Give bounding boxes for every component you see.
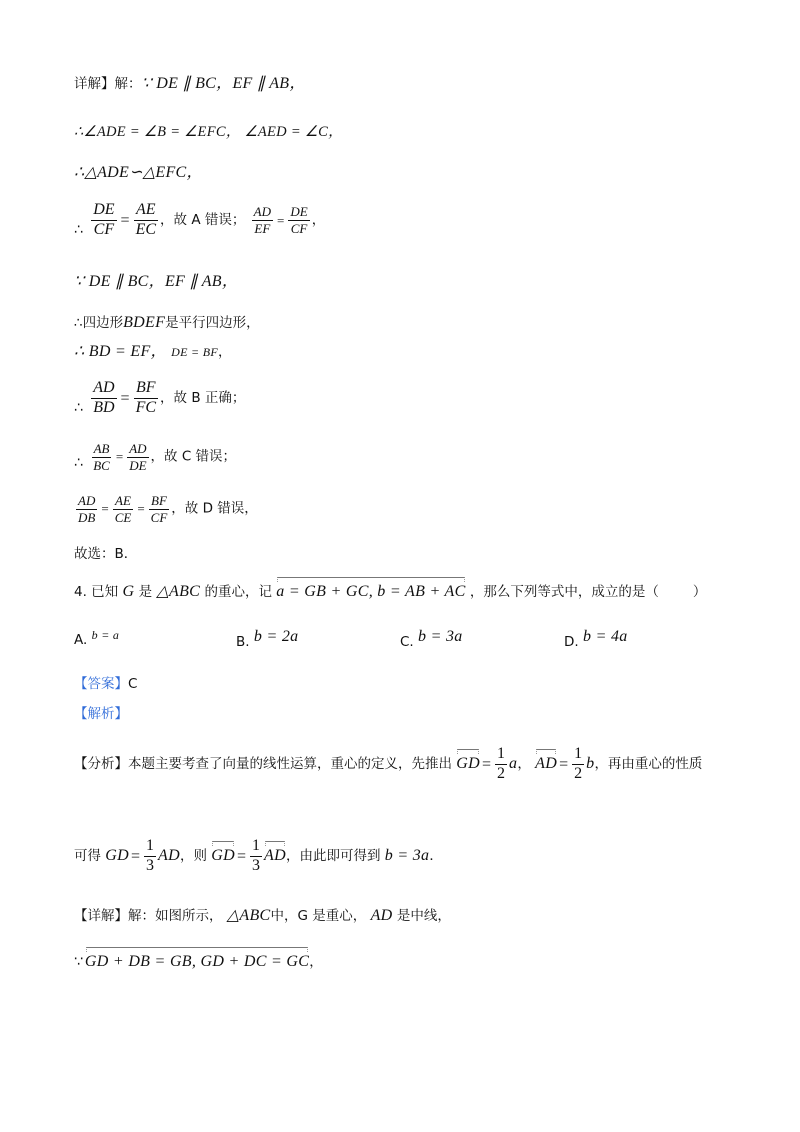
solution-line-7 [74,342,232,361]
centroid-text: 的重心，记 [204,584,272,600]
therefore-symbol: ∴ [74,221,83,238]
fraction-half: $\frac{1}{2}$ [497,745,506,782]
var-a: a [509,754,518,772]
is-text: 是 [138,584,153,600]
fraction-ae-ce: $\frac{AE}{CE}$ [114,493,132,525]
parallel-condition: ∵ DE ∥ BC，EF ∥ AB， [141,75,306,92]
fraction-ae-ec: $\frac{AE}{EC}$ [135,201,157,238]
triangle-abc-2: △ABC [226,907,271,924]
vector-gd: GD [456,754,481,772]
answer-line [74,676,137,692]
comma: ， [218,344,232,360]
choice-label: A. [74,632,88,648]
therefore-symbol: ∴ [74,399,83,416]
triangle-abc: △ABC [156,583,201,600]
option-d-wrong: ，故 D 错误， [171,500,258,517]
fenxi-tag: 【分析】 [74,755,128,772]
centroid-g: G [122,583,135,600]
choice-c [400,628,463,650]
xiangjie-tag: 【详解】 [74,908,128,924]
choice-a [74,628,119,648]
vector-sums: GD + DB = GB, GD + DC = GC [84,953,310,970]
therefore-symbol: ∴ [74,455,83,472]
fenxi-text-2: ，再由重心的性质 [594,755,703,772]
period: ． [429,847,443,864]
median-text: 是中线， [396,908,451,924]
solution-line-10: $\frac{AD}{DB}$ = $\frac{AE}{CE}$ = $\frac{BF}{CF}$ ，故 D 错误， [78,493,258,525]
bd-equals-ef: ∴ BD = EF， [74,343,167,360]
angle-equalities: ∴∠ADE = ∠B = ∠EFC， ∠AED = ∠C， [74,124,343,140]
choice-d [564,628,628,650]
option-b-correct: ，故 B 正确； [160,389,246,406]
fraction-ad-db: $\frac{AD}{DB}$ [78,493,96,525]
selection-b: 故选：B． [74,546,138,562]
solution-line-6 [74,313,260,332]
close-paren: ） [692,584,707,600]
option-a-wrong: ，故 A 错误； [160,211,246,228]
comma: ， [309,954,323,970]
length-gd: GD [105,846,130,864]
solution-line-11 [74,546,137,562]
fraction-ad-bd: $\frac{AD}{BD}$ [93,379,115,416]
question-4 [74,582,706,601]
choice-label: C. [400,634,414,650]
solution-line-9: ∴ $\frac{AB}{BC}$ = $\frac{AD}{DE}$ ，故 C 错误； [74,441,237,473]
solution-line-3 [74,163,203,182]
fraction-third-2: $\frac{1}{3}$ [252,837,261,874]
length-ad: AD [158,846,180,864]
as-shown-text: 解：如图所示， [128,908,223,924]
answer-value: C [128,676,138,692]
question-number: 4. 已知 [74,584,119,600]
fraction-ad-de: $\frac{AD}{DE}$ [129,441,147,473]
answer-tag: 【答案】 [74,676,128,692]
then-text: ，则 [179,847,207,864]
detail-prefix: 详解】解： [74,76,142,92]
quadrilateral-prefix: ∴四边形 [74,315,124,331]
result-b-3a: b = 3a [384,846,430,864]
similar-triangles: ∴△ADE∽△EFC， [74,164,203,181]
fraction-de-cf-2: $\frac{DE}{CF}$ [290,204,308,236]
question-stem: ，那么下列等式中，成立的是（ [469,584,659,600]
vector-gd-2: GD [211,846,235,864]
fenxi-text: 本题主要考查了向量的线性运算，重心的定义，先推出 [128,755,452,772]
solution-line-8: ∴ $\frac{AD}{BD}$ = $\frac{BF}{FC}$ ，故 B 正确； [74,379,246,416]
var-b: b [586,754,595,772]
choice-label: D. [564,634,579,650]
parallel-condition-2: ∵ DE ∥ BC，EF ∥ AB， [74,273,239,290]
choice-expr: b = 4a [582,628,628,645]
vector-sum-line [74,952,323,971]
de-equals-bf: DE = BF [171,345,219,359]
median-ad: AD [370,907,393,924]
centroid-statement: 中，G 是重心， [270,908,367,924]
choice-label: B. [236,634,250,650]
detail-paragraph [74,906,451,925]
choice-expr: b = 3a [418,628,463,645]
choice-b [236,628,298,650]
comma: ， [517,755,531,772]
fraction-de-cf: $\frac{DE}{CF}$ [93,201,115,238]
can-get-text: 可得 [74,847,101,864]
choice-expr: b = a [91,628,120,642]
vector-definitions: a = GB + GC, b = AB + AC [276,583,466,600]
solution-line-1 [74,74,306,93]
solution-line-5 [74,272,238,291]
thus-text: ，由此即可得到 [285,847,381,864]
solution-line-2 [74,124,343,141]
because-symbol: ∵ [74,954,83,971]
fraction-ab-bc: $\frac{AB}{BC}$ [93,441,110,473]
analysis-line [74,706,128,722]
option-c-wrong: ，故 C 错误； [150,448,237,465]
comma: ， [311,211,326,228]
vector-ad: AD [535,754,558,772]
fraction-third: $\frac{1}{3}$ [146,837,155,874]
analysis-paragraph-2: 可得 GD = $\frac{1}{3}$ AD，则 GD = $\frac{1}{3}$ AD，由此即可得到 b = 3a． [74,837,443,874]
analysis-tag: 【解析】 [74,706,128,722]
fraction-bf-cf: $\frac{BF}{CF}$ [150,493,168,525]
parallelogram-text: 是平行四边形， [165,315,260,331]
fraction-ad-ef: $\frac{AD}{EF}$ [253,204,271,236]
choice-expr: b = 2a [253,628,299,645]
fraction-bf-fc: $\frac{BF}{FC}$ [135,379,157,416]
analysis-paragraph-1: 【分析】本题主要考查了向量的线性运算，重心的定义，先推出 GD = $\frac{1}{2}$ a， AD = $\frac{1}{2}$ b，再由重心的性质 [74,745,703,782]
fraction-half-2: $\frac{1}{2}$ [574,745,583,782]
quadrilateral-name: BDEF [123,314,166,331]
solution-line-4: ∴ $\frac{DE}{CF}$ = $\frac{AE}{EC}$ ，故 A 错误； $\frac{AD}{EF}$ = $\frac{DE}{CF}$ ， [74,201,326,238]
vector-ad-2: AD [264,846,286,864]
